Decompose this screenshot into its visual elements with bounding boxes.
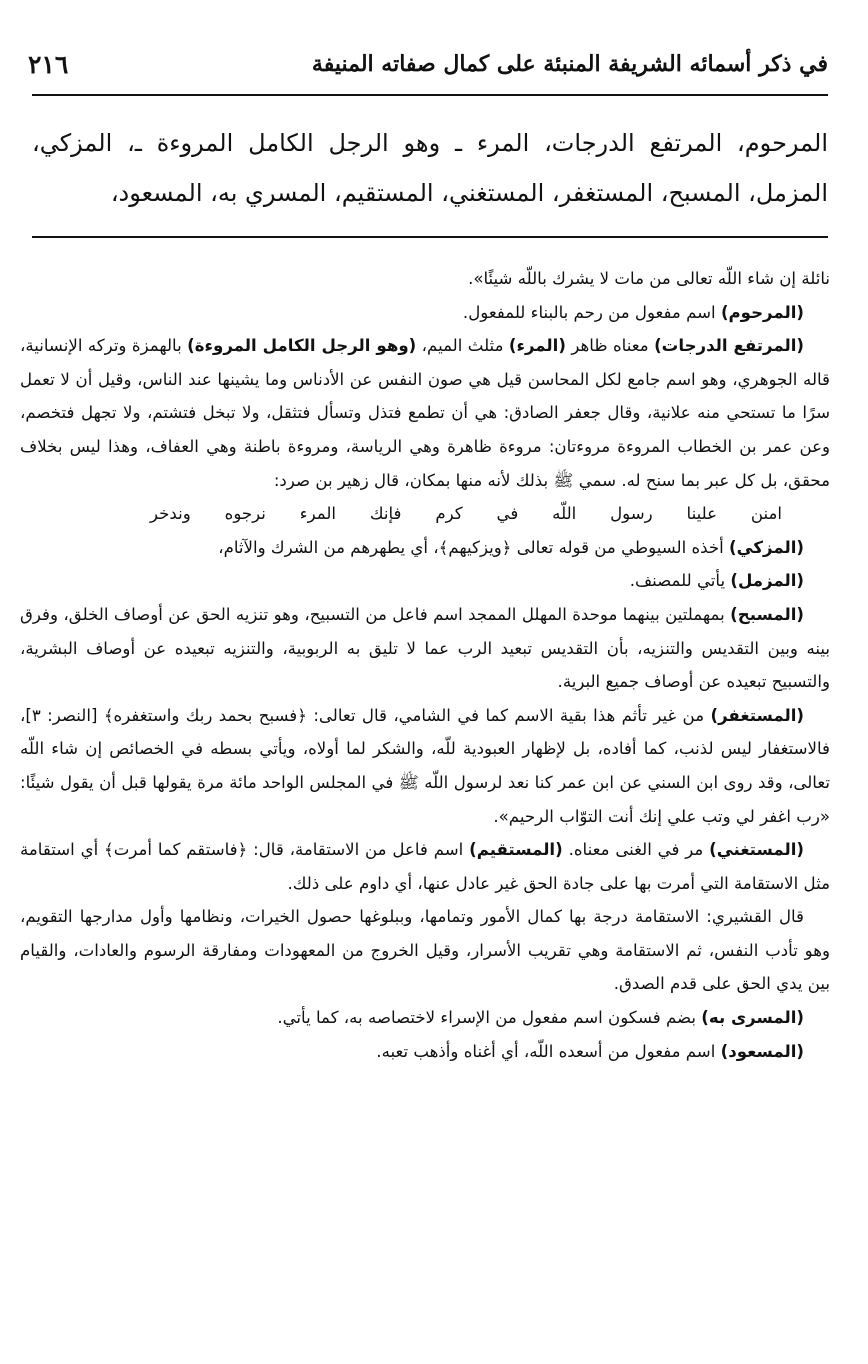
term-muzzammil: (المزمل) bbox=[730, 571, 804, 591]
entry-text: بالهمزة وتركه الإنسانية، قاله الجوهري، وهو اسم جامع لكل المحاسن قيل هي صون النفس عن الأدناس وما يشينها عند الناس، وقيل أن لا تعمل سرًا ما تستحي منه علانية، وقال جعفر الصادق: هي أن تطمع فتذل وتسأل فتثقل، ولا تبخل فتشتم، ولا تجهل فتخصم، وعن عمر بن الخطاب المروءة مروءتان: مروءة ظاهرة وهي الرياسة، ومروءة باطنة وهي العفاف، وهذا ليس بخلاف محقق، بل كل عبر بما سنح له. سمي ﷺ بذلك لأنه منها بمكان، قال زهير بن صرد: bbox=[20, 336, 830, 490]
term-musra-bihi: (المسرى به) bbox=[701, 1008, 804, 1028]
term-mustaqim: (المستقيم) bbox=[469, 840, 563, 860]
entry-marhum bbox=[20, 296, 830, 330]
entry-muzakki bbox=[20, 531, 830, 565]
term-mar: (المرء) bbox=[508, 336, 566, 356]
section-rule bbox=[32, 236, 828, 238]
entry-text: اسم فاعل من الاستقامة، قال: ﴿فاستقم كما أمرت﴾ أي استقامة مثل الاستقامة التي أمرت بها على جادة الحق غير عادل عنها، أي داوم على ذلك. bbox=[20, 840, 830, 893]
entry-text: اسم مفعول من رحم بالبناء للمفعول. bbox=[462, 302, 716, 322]
running-title: في ذكر أسمائه الشريفة المنبئة على كمال صفاته المنيفة bbox=[311, 51, 828, 77]
entry-musra-bihi bbox=[20, 1001, 830, 1035]
entry-musabbih bbox=[20, 598, 830, 699]
term-mustaghni: (المستغني) bbox=[709, 840, 804, 860]
entry-text: من غير تأثم هذا بقية الاسم كما في الشامي، قال تعالى: ﴿فسبح بحمد ربك واستغفره﴾ [النصر: ٣]، فالاستغفار ليس لذنب، كما أفاده، بل لإظهار العبودية للّه، والشكر لما أولاه، ويأتي بسطه في الخصائص إن شاء اللّه تعالى، وقد روى ابن السني عن ابن عمر كنا نعد لرسول اللّه ﷺ في المجلس الواحد مائة مرة يقولها قبل أن يقول شيئًا: «رب اغفر لي وتب علي إنك أنت التوّاب الرحيم». bbox=[20, 705, 830, 826]
entry-mustaghni-mustaqim bbox=[20, 833, 830, 900]
page-number: ٢١٦ bbox=[28, 49, 69, 79]
term-musabbih: (المسبح) bbox=[730, 604, 805, 624]
entry-text: اسم مفعول من أسعده اللّه، أي أغناه وأذهب تعبه. bbox=[376, 1041, 716, 1061]
entry-masud bbox=[20, 1035, 830, 1069]
term-mustaghfir: (المستغفر) bbox=[710, 705, 805, 725]
paragraph-continuation: نائلة إن شاء اللّه تعالى من مات لا يشرك باللّه شيئًا». bbox=[468, 269, 830, 288]
entry-text: بضم فسكون اسم مفعول من الإسراء لاختصاصه به، كما يأتي. bbox=[277, 1008, 697, 1028]
entry-text: بمهملتين بينهما موحدة المهلل الممجد اسم فاعل من التسبيح، وهو تنزيه الحق عن أوصاف الخلق، وفرق بينه وبين التقديس والتنزيه، بأن التقديس تبعيد الرب عما لا تليق به الربوبية، والتنزيه تبعيده عن أوصاف البشرية، والتسبيح تبعيده عن أوصاف جميع البرية. bbox=[20, 604, 830, 692]
entry-text: مثلث الميم، bbox=[421, 336, 504, 356]
entry-text: أخذه السيوطي من قوله تعالى ﴿ويزكيهم﴾، أي يطهرهم من الشرك والآثام، bbox=[218, 537, 724, 557]
term-murtafi: (المرتفع الدرجات) bbox=[654, 336, 804, 356]
poetry-verse: امنن علينا رسول اللّه في كرم فإنك المرء نرجوه وندخر bbox=[150, 504, 782, 524]
term-masud: (المسعود) bbox=[720, 1041, 804, 1061]
commentary-body bbox=[20, 262, 830, 1068]
entry-text: مر في الغنى معناه. bbox=[568, 840, 704, 860]
term-marhum: (المرحوم) bbox=[720, 302, 804, 322]
entry-muzzammil bbox=[20, 564, 830, 598]
term-muzakki: (المزكي) bbox=[729, 537, 804, 557]
entry-text: يأتي للمصنف. bbox=[629, 571, 726, 591]
entry-murtafi-al-darajat bbox=[20, 329, 830, 497]
page-header bbox=[28, 44, 828, 84]
names-summary: المرحوم، المرتفع الدرجات، المرء ـ وهو الرجل الكامل المروءة ـ، المزكي، المزمل، المسبح، المستغفر، المستغني، المستقيم، المسري به، المسعود، bbox=[32, 129, 828, 207]
term-muruah: (وهو الرجل الكامل المروءة) bbox=[187, 336, 417, 356]
header-rule bbox=[32, 94, 828, 96]
entry-mustaghfir bbox=[20, 699, 830, 833]
entry-text: معناه ظاهر bbox=[571, 336, 649, 356]
qushayri-quote: قال القشيري: الاستقامة درجة بها كمال الأمور وتمامها، وببلوغها حصول الخيرات، ونظامها وأول مدارجها التقويم، وهو تأدب النفس، ثم الاستقامة وهي تقريب الأسرار، وقيل الخروج من المعهودات ومفارقة الرسوم والعادات، والقيام بين يدي الحق على قدم الصدق. bbox=[20, 907, 830, 994]
